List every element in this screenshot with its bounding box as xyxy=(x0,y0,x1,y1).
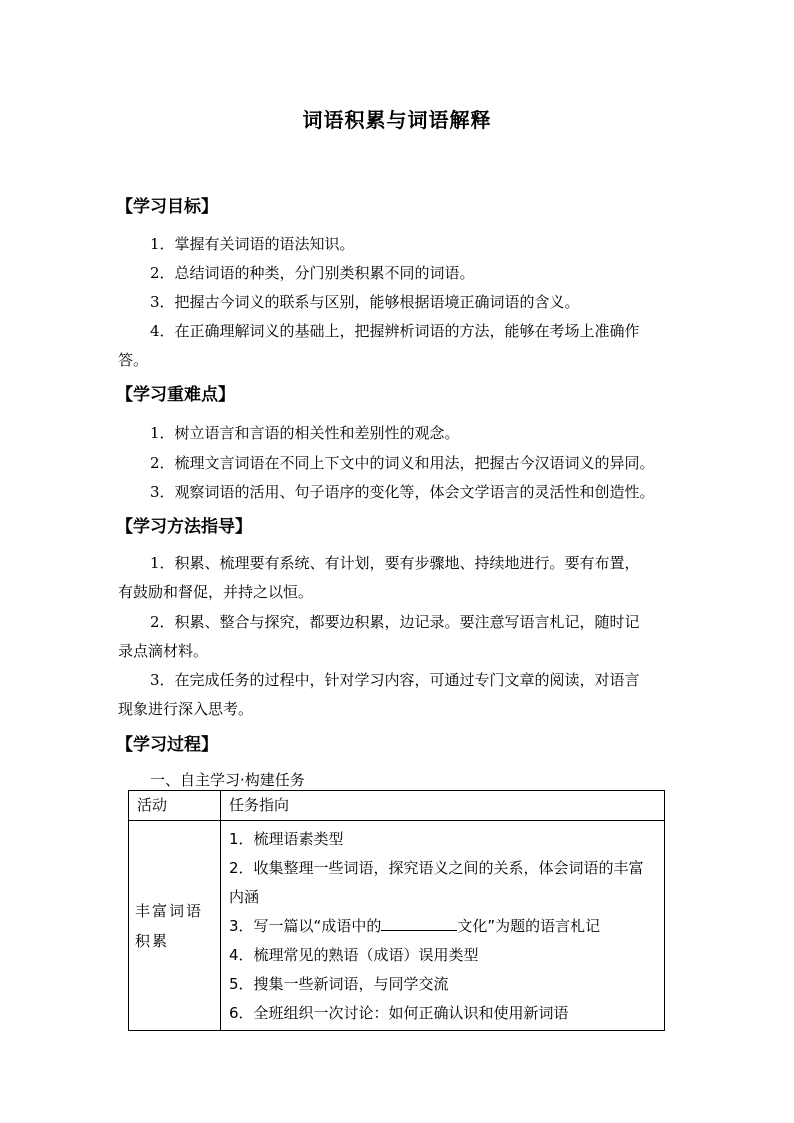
task-item-2: 2．收集整理一些词语，探究语义之间的关系，体会词语的丰富内涵 xyxy=(229,859,644,906)
goal-item-2: 2．总结词语的种类，分门别类积累不同的词语。 xyxy=(150,264,475,282)
table-cell-activity: 丰富词语积累 xyxy=(129,821,221,1031)
section-heading-methods: 【学习方法指导】 xyxy=(116,517,252,537)
table-row xyxy=(129,821,665,1031)
fill-in-blank[interactable] xyxy=(381,916,457,931)
table-cell-tasks xyxy=(221,821,665,1031)
task-item-4: 4．梳理常见的熟语（成语）误用类型 xyxy=(229,946,479,964)
task-item-1: 1．梳理语素类型 xyxy=(229,830,344,848)
section-heading-goals: 【学习目标】 xyxy=(116,197,218,217)
table-header-row xyxy=(129,791,665,821)
process-subheading: 一、自主学习·构建任务 xyxy=(150,771,305,789)
key-point-item-2: 2．梳理文言词语在不同上下文中的词义和用法，把握古今汉语词义的异同。 xyxy=(150,454,655,472)
method-item-2: 2．积累、整合与探究，都要边积累，边记录。要注意写语言札记，随时记 xyxy=(150,613,640,631)
goal-item-3: 3．把握古今词义的联系与区别，能够根据语境正确词语的含义。 xyxy=(150,293,580,311)
method-item-1-continued: 有鼓励和督促，并持之以恒。 xyxy=(118,583,314,601)
key-point-item-3: 3．观察词语的活用、句子语序的变化等，体会文学语言的灵活性和创造性。 xyxy=(150,483,655,501)
goal-item-1: 1．掌握有关词语的语法知识。 xyxy=(150,235,355,253)
section-heading-process: 【学习过程】 xyxy=(116,735,218,755)
task-item-3-suffix: 文化”为题的语言札记 xyxy=(457,917,601,935)
method-item-3: 3．在完成任务的过程中，针对学习内容，可通过专门文章的阅读，对语言 xyxy=(150,671,640,689)
method-item-2-continued: 录点滴材料。 xyxy=(118,642,209,660)
task-item-6: 6．全班组织一次讨论：如何正确认识和使用新词语 xyxy=(229,1004,569,1022)
goal-item-4: 4．在正确理解词义的基础上，把握辨析词语的方法，能够在考场上准确作 xyxy=(150,322,640,340)
key-point-item-1: 1．树立语言和言语的相关性和差别性的观念。 xyxy=(150,424,460,442)
goal-item-4-continued: 答。 xyxy=(118,351,149,369)
section-heading-key-points: 【学习重难点】 xyxy=(116,385,235,405)
document-title: 词语积累与词语解释 xyxy=(302,108,492,132)
task-item-3 xyxy=(229,912,658,941)
method-item-1: 1．积累、梳理要有系统、有计划，要有步骤地、持续地进行。要有布置， xyxy=(150,554,640,572)
task-item-5: 5．搜集一些新词语，与同学交流 xyxy=(229,975,449,993)
table-header-activity: 活动 xyxy=(129,791,221,821)
table-header-task-direction: 任务指向 xyxy=(221,791,665,821)
task-item-3-prefix: 3．写一篇以“成语中的 xyxy=(229,917,382,935)
method-item-3-continued: 现象进行深入思考。 xyxy=(118,700,254,718)
task-table xyxy=(128,790,665,1031)
